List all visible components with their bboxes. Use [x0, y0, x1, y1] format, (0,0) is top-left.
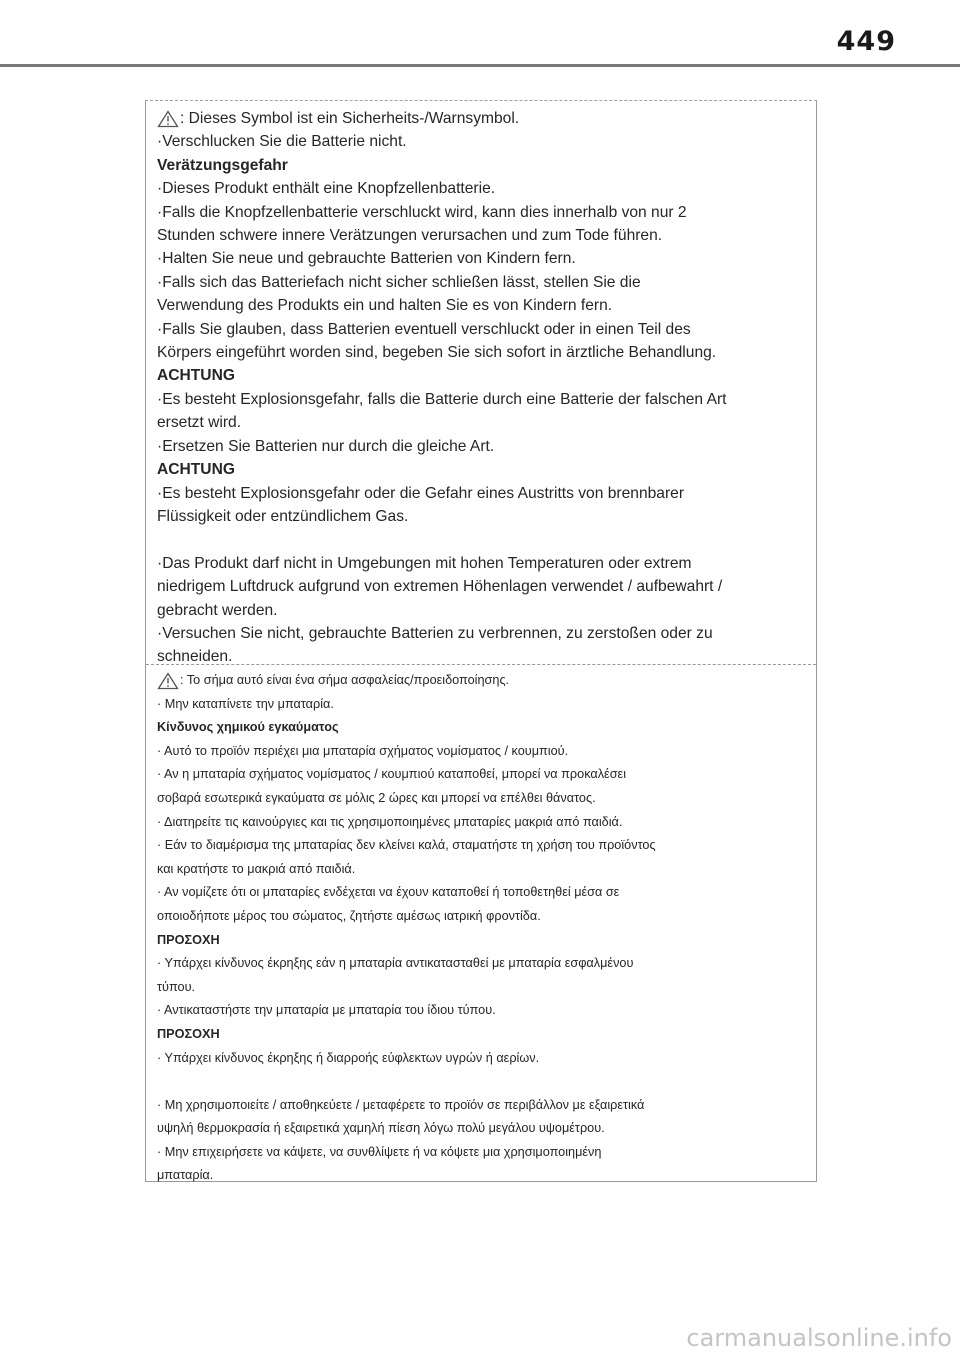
text-line: Stunden schwere innere Verätzungen verursachen und zum Tode führen.: [157, 227, 663, 245]
text-line: Körpers eingeführt worden sind, begeben Sie sich sofort in ärztliche Behandlung.: [157, 344, 717, 362]
text-line: · Αντικαταστήστε την μπαταρία με μπαταρία του ίδιου τύπου.: [157, 1003, 496, 1018]
section-heading: Verätzungsgefahr: [157, 156, 288, 174]
text-line: · Αν νομίζετε ότι οι μπαταρίες ενδέχεται να έχουν καταποθεί ή τοποθετηθεί μέσα σε: [157, 885, 620, 900]
text-line: οποιοδήποτε μέρος του σώματος, ζητήστε αμέσως ιατρική φροντίδα.: [157, 908, 541, 923]
text-line: ·Es besteht Explosionsgefahr oder die Gefahr eines Austritts von brennbarer: [157, 484, 685, 502]
greek-lines: [157, 693, 808, 1188]
section-divider: [146, 664, 816, 665]
text-line: · Μην καταπίνετε την μπαταρία.: [157, 696, 334, 711]
section-heading: Κίνδυνος χημικού εγκαύματος: [157, 720, 339, 735]
text-line: · Υπάρχει κίνδυνος έκρηξης εάν η μπαταρία αντικατασταθεί με μπαταρία εσφαλμένου: [157, 956, 634, 971]
warning-triangle-icon: [157, 672, 179, 690]
header-rule: [0, 64, 960, 67]
text-line: Flüssigkeit oder entzündlichem Gas.: [157, 507, 409, 525]
text-line: niedrigem Luftdruck aufgrund von extremen Höhenlagen verwendet / aufbewahrt /: [157, 578, 723, 596]
greek-symbol-line: [157, 669, 808, 693]
text-line: [157, 1070, 808, 1094]
text-line: ·Dieses Produkt enthält eine Knopfzellenbatterie.: [157, 180, 496, 198]
text-line: ·Versuchen Sie nicht, gebrauchte Batterien zu verbrennen, zu zerstoßen oder zu: [157, 624, 713, 642]
text-line: ·Halten Sie neue und gebrauchte Batterien von Kindern fern.: [157, 250, 576, 268]
text-line: · Αν η μπαταρία σχήματος νομίσματος / κουμπιού καταποθεί, μπορεί να προκαλέσει: [157, 767, 627, 782]
text-line: ·Falls die Knopfzellenbatterie verschluckt wird, kann dies innerhalb von nur 2: [157, 203, 687, 221]
german-lines: [157, 130, 808, 668]
text-line: ·Das Produkt darf nicht in Umgebungen mit hohen Temperaturen oder extrem: [157, 554, 692, 572]
german-warning-section: [157, 107, 808, 669]
text-line: schneiden.: [157, 648, 233, 666]
text-line: · Αυτό το προϊόν περιέχει μια μπαταρία σχήματος νομίσματος / κουμπιού.: [157, 743, 569, 758]
text-line: ersetzt wird.: [157, 414, 242, 432]
german-symbol-line: [157, 107, 808, 130]
section-heading: ΠΡΟΣΟΧΗ: [157, 932, 220, 947]
watermark: carmanualsonline.info: [686, 1324, 952, 1352]
text-line: gebracht werden.: [157, 601, 278, 619]
text-line: · Διατηρείτε τις καινούργιες και τις χρησιμοποιημένες μπαταρίες μακριά από παιδιά.: [157, 814, 623, 829]
text-line: ·Verschlucken Sie die Batterie nicht.: [157, 133, 407, 151]
text-line: ·Ersetzen Sie Batterien nur durch die gleiche Art.: [157, 437, 495, 455]
section-heading: ACHTUNG: [157, 461, 235, 479]
greek-warning-section: [157, 669, 808, 1188]
greek-symbol-text: : Το σήμα αυτό είναι ένα σήμα ασφαλείας/προειδοποίησης.: [180, 673, 510, 687]
text-line: σοβαρά εσωτερικά εγκαύματα σε μόλις 2 ώρες και μπορεί να επέλθει θάνατος.: [157, 790, 596, 805]
text-line: και κρατήστε το μακριά από παιδιά.: [157, 861, 356, 876]
section-heading: ΠΡΟΣΟΧΗ: [157, 1026, 220, 1041]
text-line: ·Es besteht Explosionsgefahr, falls die Batterie durch eine Batterie der falschen Art: [157, 390, 727, 408]
scanned-warning-box: [145, 100, 817, 1182]
text-line: · Εάν το διαμέρισμα της μπαταρίας δεν κλείνει καλά, σταματήστε τη χρήση του προϊόντος: [157, 838, 656, 853]
text-line: [157, 528, 808, 551]
text-line: υψηλή θερμοκρασία ή εξαιρετικά χαμηλή πίεση λόγω πολύ μεγάλου υψομέτρου.: [157, 1121, 605, 1136]
text-line: · Υπάρχει κίνδυνος έκρηξης ή διαρροής εύφλεκτων υγρών ή αερίων.: [157, 1050, 540, 1065]
page-number: 449: [836, 26, 896, 57]
text-line: μπαταρία.: [157, 1168, 214, 1183]
text-line: ·Falls Sie glauben, dass Batterien eventuell verschluckt oder in einen Teil des: [157, 320, 691, 338]
warning-triangle-icon: [157, 110, 179, 128]
german-symbol-text: : Dieses Symbol ist ein Sicherheits-/Warnsymbol.: [180, 110, 520, 127]
section-heading: ACHTUNG: [157, 367, 235, 385]
text-line: · Μη χρησιμοποιείτε / αποθηκεύετε / μεταφέρετε το προϊόν σε περιβάλλον με εξαιρετικά: [157, 1097, 645, 1112]
text-line: ·Falls sich das Batteriefach nicht sicher schließen lässt, stellen Sie die: [157, 273, 641, 291]
text-line: · Μην επιχειρήσετε να κάψετε, να συνθλίψετε ή να κόψετε μια χρησιμοποιημένη: [157, 1144, 602, 1159]
text-line: τύπου.: [157, 979, 196, 994]
text-line: Verwendung des Produkts ein und halten Sie es von Kindern fern.: [157, 297, 613, 315]
